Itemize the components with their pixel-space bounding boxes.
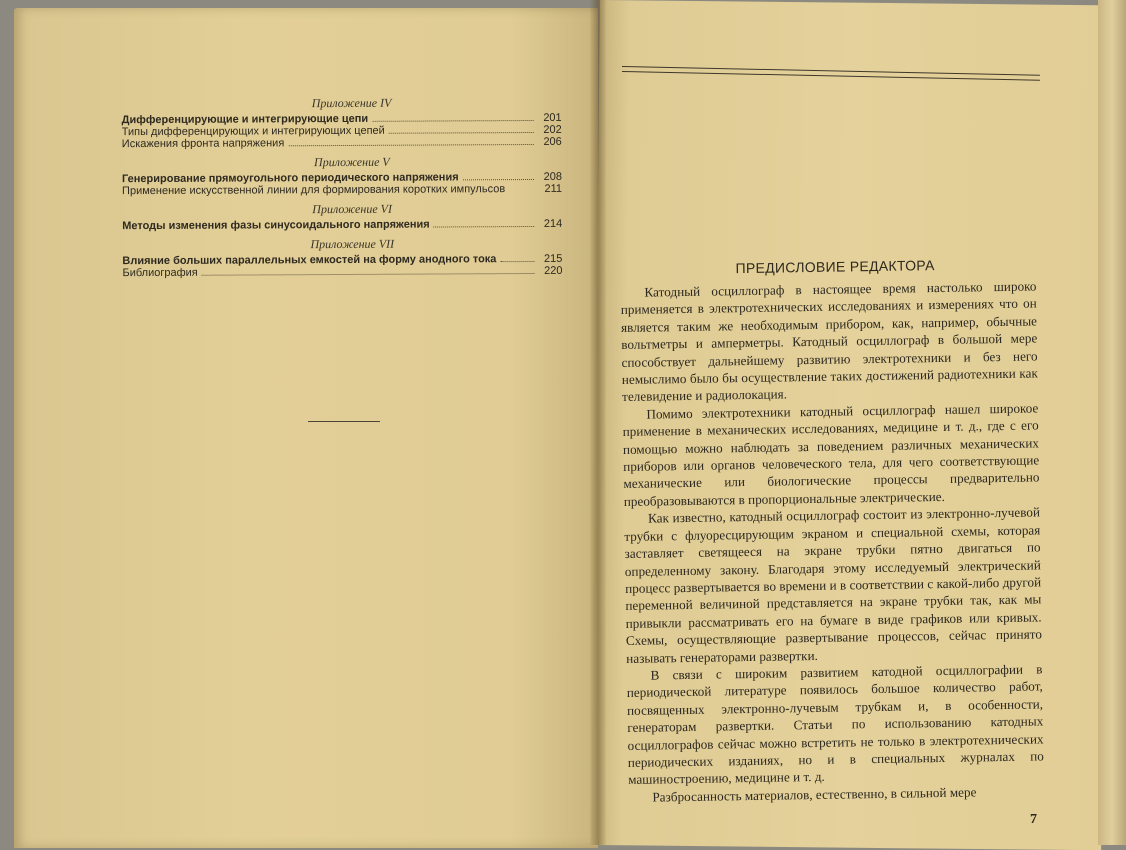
preface-text <box>620 255 1044 806</box>
appendix-heading: Приложение VII <box>310 236 395 252</box>
page-edges <box>1098 0 1126 845</box>
toc-entry-title: Генерирование прямоугольного периодического напряжения <box>121 171 459 186</box>
preface-paragraph: Разбросанность материалов, естественно, в сильной мере <box>652 784 977 805</box>
toc-entry-title: Методы изменения фазы синусоидального напряжения <box>122 218 430 233</box>
toc-entry <box>122 136 562 150</box>
toc-entry-page: 214 <box>543 217 563 230</box>
appendix-heading: Приложение VI <box>312 201 393 217</box>
toc-entry-title: Влияние больших параллельных емкостей на форму анодного тока <box>122 253 497 268</box>
toc-leader-dots <box>389 132 534 134</box>
appendix-heading: Приложение V <box>314 154 390 170</box>
toc-entry-page: 211 <box>544 182 563 195</box>
preface-paragraph: Как известно, катодный осциллограф состоит из электронно-лучевой трубки с флуоресцирующим экраном и специальной схемы, которая заставляет светящееся на экране трубки пятно двигаться по определенному закону. Благодаря этому исследуемый электрический процесс развертывается во времени и в соответствии с какой-либо другой переменной величиной представляется на экране трубки так, как мы привыкли рассматривать его на бумаге в виде графиков или кривых. Схемы, осуществляющие развертывание процессов, сейчас принято называть генераторами развертки. <box>624 504 1043 666</box>
book-gutter <box>590 0 606 845</box>
appendix-heading: Приложение IV <box>311 95 392 111</box>
table-of-contents <box>122 89 563 279</box>
toc-entry-title: Типы дифференцирующих и интегрирующих цепей <box>121 124 385 139</box>
toc-entry-page: 215 <box>544 252 563 265</box>
toc-entry <box>122 253 562 267</box>
preface-paragraph: Помимо электротехники катодный осциллограф нашел широкое применение в механических исследованиях, медицине и т. д., где с его помощью можно наблюдать за поведением различных механических приборов или органов человеческого тела, для чего соответствующие механические или биологические процессы предварительно преобразовываются в пропорциональные электрические. <box>622 400 1040 509</box>
toc-entry-page: 208 <box>543 170 562 183</box>
toc-leader-dots <box>463 179 534 180</box>
toc-entry-page: 206 <box>543 135 562 148</box>
toc-entry-page: 202 <box>543 123 562 136</box>
toc-entry-page: 201 <box>543 111 562 124</box>
toc-leader-dots <box>434 226 535 228</box>
preface-paragraph: Катодный осциллограф в настоящее время настолько широко применяется в электротехнических исследованиях и измерениях что он является таким же необходимым прибором, как, например, обычные вольтметры и амперметры. Катодный осциллограф в большой мере способствует дальнейшему развитию электротехники и без него немыслимо было бы осуществление таких достижений радиотехники как телевидение и радиолокация. <box>620 278 1038 405</box>
toc-entry-title: Применение искусственной линии для формирования коротких импульсов <box>122 183 506 198</box>
toc-entry <box>122 218 562 232</box>
toc-leader-dots <box>288 144 534 146</box>
toc-entry <box>122 183 562 197</box>
toc-leader-dots <box>372 120 533 122</box>
toc-leader-dots <box>500 261 534 262</box>
toc-entry-title: Дифференцирующие и интегрирующие цепи <box>121 112 369 127</box>
preface-paragraph: В связи с широким развитием катодной осциллографии в периодической литературе появилось большое количество работ, посвященных электронно-лучевым трубкам и, в особенности, генераторам развертки. Статьи по использованию катодных осциллографов сейчас можно встретить не только в электротехнических периодических изданиях, но и в специальных журналах по машиностроению, медицине и т. д. <box>626 661 1044 788</box>
toc-entry-title: Библиография <box>122 266 198 280</box>
toc-leader-dots <box>202 273 535 276</box>
toc-entry-page: 220 <box>544 264 563 277</box>
preface-title: ПРЕДИСЛОВИЕ РЕДАКТОРА <box>735 257 935 277</box>
toc-entry <box>122 265 562 279</box>
toc-entry-title: Искажения фронта напряжения <box>121 137 285 151</box>
section-divider <box>308 421 380 422</box>
page-number: 7 <box>1030 812 1037 827</box>
